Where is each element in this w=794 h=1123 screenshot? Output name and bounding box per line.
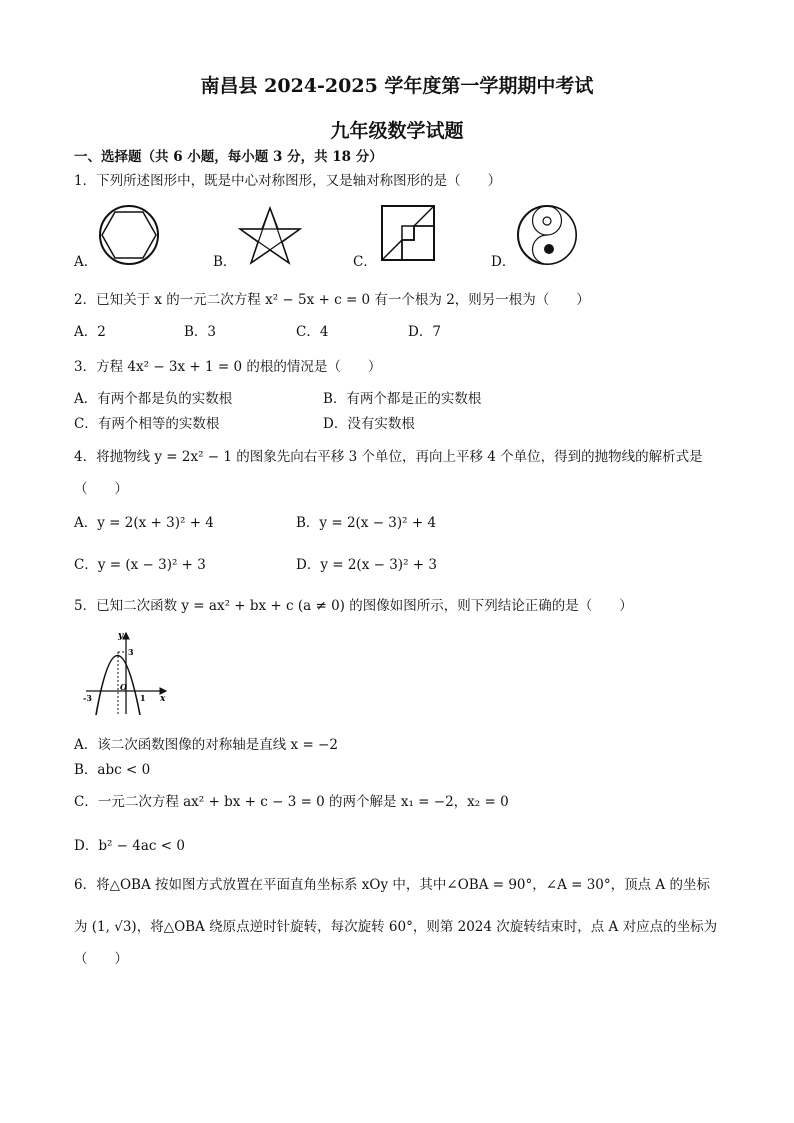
q5-parabola-graph (82, 628, 172, 718)
q5-label-1: 1 (140, 693, 146, 703)
q2-option-b: B．3 (184, 324, 217, 340)
q1-stem: 1．下列所述图形中，既是中心对称图形，又是轴对称图形的是（ ） (74, 173, 502, 189)
q2-stem: 2．已知关于 x 的一元二次方程 x² − 5x + c = 0 有一个根为 2，则另一根为（ ） (74, 292, 590, 308)
q1-figure-b-icon (238, 204, 302, 266)
q4-option-d: D．y = 2(x − 3)² + 3 (296, 557, 437, 573)
q4-option-c: C．y = (x − 3)² + 3 (74, 557, 206, 573)
q3-option-d: D．没有实数根 (323, 416, 415, 432)
q2-option-d: D．7 (408, 324, 441, 340)
q5-option-a: A．该二次函数图像的对称轴是直线 x = −2 (74, 737, 338, 753)
q5-label-origin: O (120, 682, 127, 692)
q2-option-a: A．2 (74, 324, 106, 340)
q5-label-x: x (160, 694, 166, 704)
q6-line2: 为 (1, √3)，将△OBA 绕原点逆时针旋转，每次旋转 60°，则第 2024 次旋转结束时，点 A 对应点的坐标为 (74, 919, 718, 935)
q6-line1: 6．将△OBA 按如图方式放置在平面直角坐标系 xOy 中，其中∠OBA = 90°，∠A = 30°，顶点 A 的坐标 (74, 877, 710, 893)
q1-figure-c-icon (380, 204, 436, 262)
q1-figure-a-icon (96, 204, 162, 266)
q1-option-d: D． (491, 254, 516, 270)
q1-option-b: B． (213, 254, 237, 270)
q3-stem: 3．方程 4x² − 3x + 1 = 0 的根的情况是（ ） (74, 359, 382, 375)
exam-subtitle: 九年级数学试题 (330, 120, 464, 142)
q4-paren: （ ） (74, 481, 128, 497)
q4-option-a: A．y = 2(x + 3)² + 4 (74, 515, 214, 531)
q2-option-c: C．4 (296, 324, 329, 340)
q6-paren: （ ） (74, 951, 128, 967)
q4-option-b: B．y = 2(x − 3)² + 4 (296, 515, 437, 531)
q3-option-c: C．有两个相等的实数根 (74, 416, 220, 432)
section-heading: 一、选择题（共 6 小题，每小题 3 分，共 18 分） (74, 149, 383, 165)
q1-figure-d-icon (515, 204, 579, 266)
q5-option-d: D．b² − 4ac < 0 (74, 838, 185, 854)
q5-option-c: C．一元二次方程 ax² + bx + c − 3 = 0 的两个解是 x₁ = −2，x₂ = 0 (74, 794, 509, 810)
exam-title: 南昌县 2024-2025 学年度第一学期期中考试 (200, 75, 594, 97)
q5-label-y: y (118, 631, 124, 641)
q1-option-a: A． (74, 254, 98, 270)
q5-label-neg3: -3 (83, 693, 92, 703)
q5-stem: 5．已知二次函数 y = ax² + bx + c (a ≠ 0) 的图像如图所示，则下列结论正确的是（ ） (74, 598, 633, 614)
q4-stem: 4．将抛物线 y = 2x² − 1 的图象先向右平移 3 个单位，再向上平移 4 个单位，得到的抛物线的解析式是 (74, 449, 703, 465)
q5-option-b: B．abc < 0 (74, 762, 151, 778)
q1-option-c: C． (353, 254, 377, 270)
q3-option-a: A．有两个都是负的实数根 (74, 391, 233, 407)
q3-option-b: B．有两个都是正的实数根 (323, 391, 482, 407)
q5-label-3: 3 (128, 647, 134, 657)
